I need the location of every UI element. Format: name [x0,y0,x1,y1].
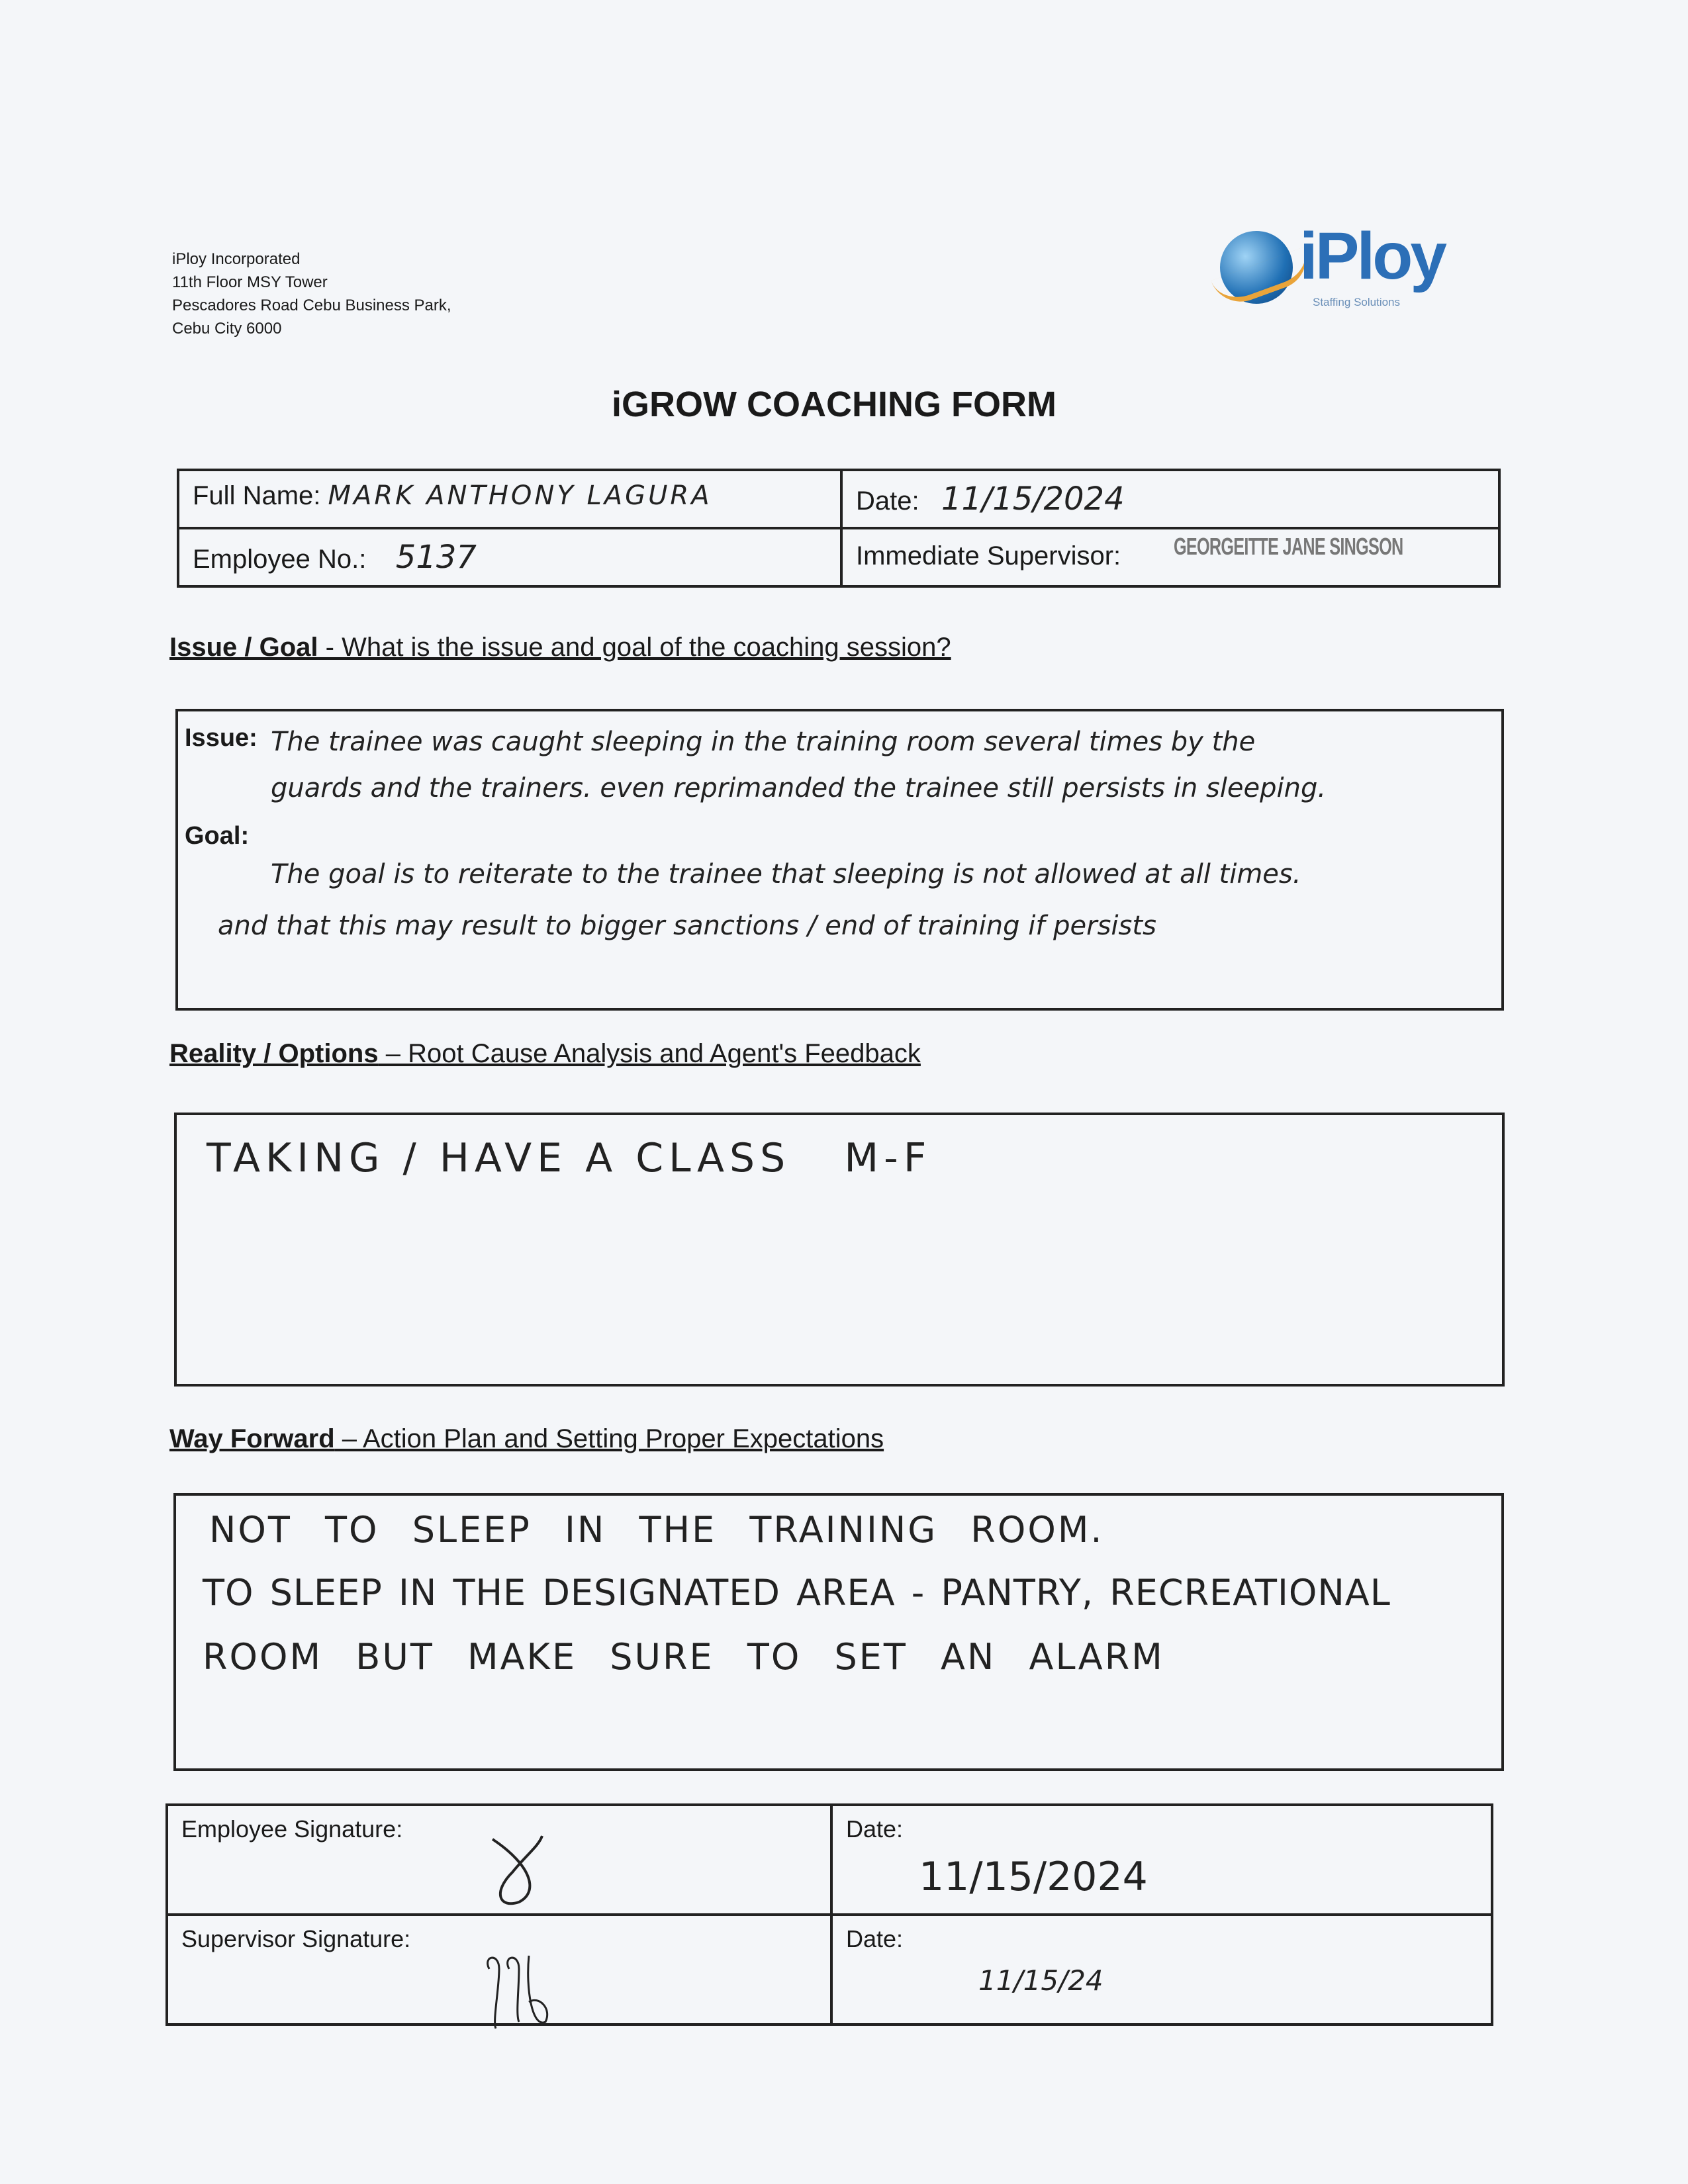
way-forward-heading [169,1424,884,1454]
full-name-cell [178,470,841,528]
goal-label: Goal: [185,822,250,850]
logo-tagline: Staffing Solutions [1313,296,1400,308]
employee-signature-cell[interactable] [167,1805,831,1915]
way-forward-line: ROOM BUT MAKE SURE TO SET AN ALARM [203,1636,1164,1678]
employee-date-cell[interactable] [831,1805,1492,1915]
address-line: Cebu City 6000 [172,320,282,338]
employee-info-table [177,469,1501,588]
way-forward-box[interactable] [173,1493,1504,1771]
supervisor-date-label: Date: [846,1925,904,1952]
goal-line: and that this may result to bigger sanctions / end of training if persists [218,911,1156,941]
reality-text: TAKING / HAVE A CLASS M-F [207,1135,932,1181]
section-description: – Root Cause Analysis and Agent's Feedback [378,1039,921,1068]
supervisor-cell [841,528,1499,586]
date-value[interactable]: 11/15/2024 [941,480,1125,518]
employee-date-label: Date: [846,1815,904,1843]
section-title: Reality / Options [169,1039,379,1068]
section-description: – Action Plan and Setting Proper Expectations [334,1424,884,1453]
reality-box[interactable] [174,1113,1505,1387]
section-title: Way Forward [169,1424,335,1453]
date-label: Date: [856,486,919,516]
section-description: - What is the issue and goal of the coaching session? [318,633,951,662]
form-title: iGROW COACHING FORM [612,385,1056,424]
issue-line: guards and the trainers. even reprimanded the trainee still persists in sleeping. [271,773,1327,803]
issue-goal-box[interactable] [175,709,1504,1011]
date-cell [841,470,1499,528]
employee-no-value[interactable]: 5137 [395,539,477,576]
issue-label: Issue: [185,724,258,752]
address-line: iPloy Incorporated [172,250,301,268]
employee-date-value: 11/15/2024 [919,1854,1148,1900]
reality-heading [169,1039,921,1069]
employee-no-cell [178,528,841,586]
supervisor-label: Immediate Supervisor: [856,541,1121,570]
supervisor-signature-mark [479,1949,559,2035]
section-title: Issue / Goal [169,633,318,662]
supervisor-signature-label: Supervisor Signature: [181,1925,411,1952]
supervisor-date-cell[interactable] [831,1915,1492,2025]
way-forward-line: TO SLEEP IN THE DESIGNATED AREA - PANTRY, RECREATIONAL [203,1572,1391,1614]
company-logo [1213,219,1491,316]
supervisor-signature-cell[interactable] [167,1915,831,2025]
address-line: 11th Floor MSY Tower [172,273,328,291]
goal-line: The goal is to reiterate to the trainee that sleeping is not allowed at all times. [271,859,1301,889]
full-name-label: Full Name: [193,481,321,510]
way-forward-line: NOT TO SLEEP IN THE TRAINING ROOM. [209,1509,1104,1551]
address-line: Pescadores Road Cebu Business Park, [172,296,451,314]
logo-text: iPloy [1299,219,1444,293]
supervisor-date-value: 11/15/24 [978,1964,1103,1997]
company-address [172,248,451,340]
supervisor-value[interactable]: GEORGEITTE JANE SINGSON [1174,533,1403,560]
issue-goal-heading [169,633,951,662]
full-name-value[interactable]: MARK ANTHONY LAGURA [328,480,712,511]
employee-signature-label: Employee Signature: [181,1815,403,1843]
employee-signature-mark [479,1833,552,1912]
issue-line: The trainee was caught sleeping in the training room several times by the [271,727,1256,757]
employee-no-label: Employee No.: [193,545,367,574]
signature-table [165,1803,1493,2026]
